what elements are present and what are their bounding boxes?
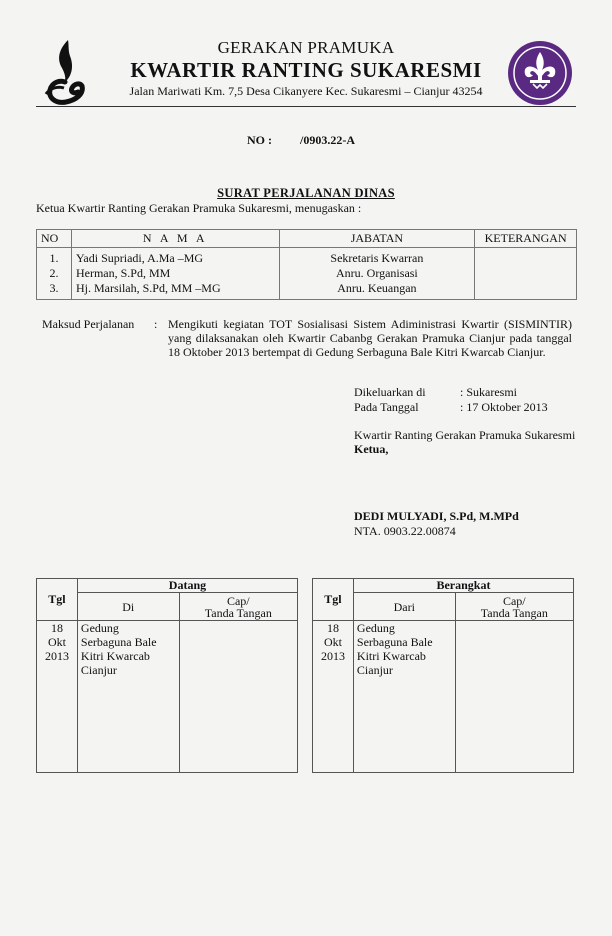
arrival-table — [36, 578, 298, 773]
letter-number — [247, 133, 355, 148]
org-name-line1: GERAKAN PRAMUKA — [217, 38, 395, 57]
letter-number-label: NO : — [247, 133, 272, 147]
intro-text: Ketua Kwartir Ranting Gerakan Pramuka Sukaresmi, menugaskan : — [36, 201, 362, 215]
departure-place-cell — [353, 621, 455, 773]
departure-tgl-header: Tgl — [313, 579, 354, 621]
purpose-colon: : — [154, 317, 158, 331]
arrival-date-day: 18 — [50, 621, 63, 635]
signature-nta: NTA. 0903.22.00874 — [354, 524, 456, 538]
col-header-keterangan: KETERANGAN — [475, 230, 577, 248]
table-row — [37, 281, 577, 300]
col-header-nama: N A M A — [71, 230, 279, 248]
row-no: 1. — [37, 248, 72, 267]
table-row — [37, 266, 577, 281]
departure-signature-cell — [455, 621, 573, 773]
issued-date — [354, 400, 548, 415]
document-title: SURAT PERJALANAN DINAS — [217, 186, 395, 200]
arrival-place-line: Cianjur — [80, 663, 117, 677]
row-nama: Yadi Supriadi, A.Ma –MG — [71, 248, 279, 267]
personnel-table — [36, 229, 577, 300]
arrival-signature-cell — [179, 621, 297, 773]
arrival-place-line: Serbaguna Bale — [80, 635, 157, 649]
arrival-place-line: Gedung — [80, 621, 119, 635]
arrival-cap-header-line1: Cap/ — [226, 593, 250, 608]
row-keterangan — [475, 281, 577, 300]
row-jabatan: Sekretaris Kwarran — [279, 248, 475, 267]
departure-place-line: Cianjur — [356, 663, 393, 677]
row-nama: Hj. Marsilah, S.Pd, MM –MG — [71, 281, 279, 300]
header-divider — [36, 106, 576, 107]
signature-name: DEDI MULYADI, S.Pd, M.MPd — [354, 509, 519, 523]
departure-place-line: Serbaguna Bale — [356, 635, 433, 649]
departure-place-line: Gedung — [356, 621, 395, 635]
arrival-cap-header — [179, 593, 297, 621]
issued-place-label: Dikeluarkan di — [354, 385, 426, 399]
org-address: Jalan Mariwati Km. 7,5 Desa Cikanyere Kec. Sukaresmi – Cianjur 43254 — [129, 84, 483, 98]
row-no: 3. — [37, 281, 72, 300]
issued-date-value: : 17 Oktober 2013 — [460, 400, 548, 414]
personnel-header-row — [37, 230, 577, 248]
issued-date-label: Pada Tanggal — [354, 400, 419, 414]
departure-place-line: Kitri Kwarcab — [356, 649, 426, 663]
issued-place — [354, 385, 517, 400]
departure-date-month: Okt — [323, 635, 342, 649]
departure-place-header: Dari — [353, 593, 455, 621]
arrival-cap-header-line2: Tanda Tangan — [204, 605, 272, 620]
arrival-place-cell — [77, 621, 179, 773]
arrival-group-header: Datang — [77, 579, 297, 593]
row-jabatan: Anru. Keuangan — [279, 281, 475, 300]
row-jabatan: Anru. Organisasi — [279, 266, 475, 281]
arrival-date-cell — [37, 621, 78, 773]
purpose-text: Mengikuti kegiatan TOT Sosialisasi Sistem Adiministrasi Kwartir (SISMINTIR) yang dilaksanakan oleh Kwartir Cabanbg Gerakan Pramuka Cianjur pada tanggal 18 Oktober 2013 bertempat di Gedung Serbaguna Bale Kitri Kwarcab Cianjur. — [168, 317, 572, 359]
table-row — [37, 248, 577, 267]
departure-date-cell — [313, 621, 354, 773]
letter-number-value: /0903.22-A — [300, 133, 355, 147]
departure-date-year: 2013 — [320, 649, 345, 663]
row-no: 2. — [37, 266, 72, 281]
row-nama: Herman, S.Pd, MM — [71, 266, 279, 281]
row-keterangan — [475, 248, 577, 267]
arrival-place-line: Kitri Kwarcab — [80, 649, 150, 663]
departure-cap-header-line2: Tanda Tangan — [480, 605, 548, 620]
departure-cap-header-line1: Cap/ — [502, 593, 526, 608]
col-header-no: NO — [37, 230, 72, 248]
departure-table — [312, 578, 574, 773]
arrival-place-header: Di — [77, 593, 179, 621]
col-header-jabatan: JABATAN — [279, 230, 475, 248]
issued-place-value: : Sukaresmi — [460, 385, 517, 399]
org-name-line2: KWARTIR RANTING SUKARESMI — [130, 58, 482, 82]
signature-title: Ketua, — [354, 442, 389, 456]
row-keterangan — [475, 266, 577, 281]
purpose-label: Maksud Perjalanan — [42, 317, 135, 331]
departure-cap-header — [455, 593, 573, 621]
arrival-tgl-header: Tgl — [37, 579, 78, 621]
arrival-date-month: Okt — [47, 635, 66, 649]
arrival-date-year: 2013 — [44, 649, 69, 663]
departure-group-header: Berangkat — [353, 579, 573, 593]
signature-org: Kwartir Ranting Gerakan Pramuka Sukaresmi — [354, 428, 576, 442]
departure-date-day: 18 — [326, 621, 339, 635]
